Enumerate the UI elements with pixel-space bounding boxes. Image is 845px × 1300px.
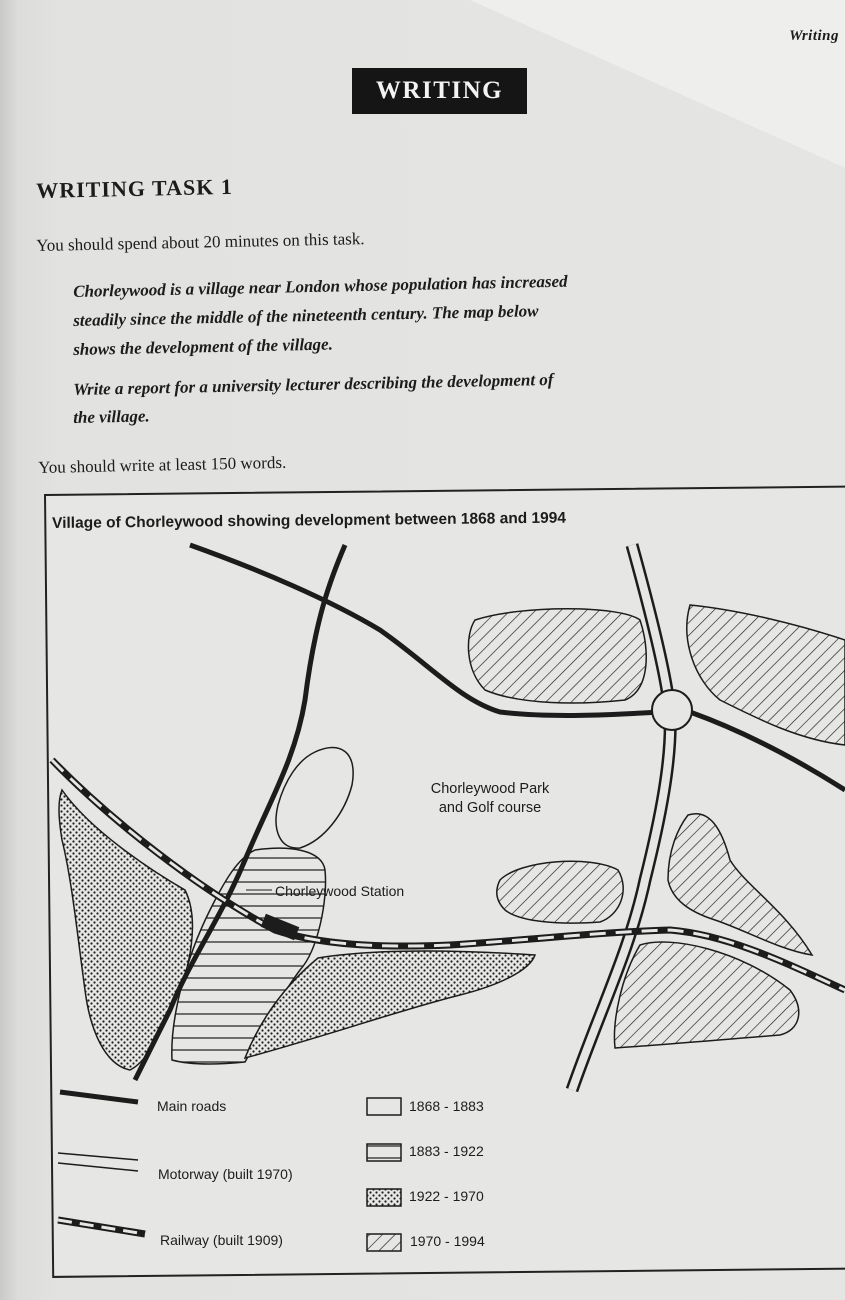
instruction-line: the village. (73, 406, 150, 427)
legend-motorway-swatch (58, 1163, 138, 1171)
legend-swatch-1970-1994 (367, 1234, 401, 1251)
legend-railway-swatch (58, 1220, 145, 1234)
legend-swatch-1922-1970 (367, 1189, 401, 1206)
prompt-line: Chorleywood is a village near London whose population has increased (73, 271, 568, 301)
task-heading: WRITING TASK 1 (36, 173, 234, 203)
area-1970-1994 (468, 609, 646, 703)
legend-period: 1868 - 1883 (409, 1098, 484, 1114)
legend-main-roads: Main roads (157, 1098, 227, 1114)
prompt-line: steadily since the middle of the nineteenth century. The map below (73, 301, 539, 330)
legend-motorway-swatch (58, 1153, 138, 1160)
word-count-instruction: You should write at least 150 words. (38, 452, 287, 477)
instruction-line: Write a report for a university lecturer describing the development of (73, 369, 554, 399)
legend-period: 1922 - 1970 (409, 1188, 484, 1204)
area-1970-1994 (497, 861, 623, 923)
legend-swatch-1868-1883 (367, 1098, 401, 1115)
time-instruction: You should spend about 20 minutes on this task. (36, 229, 365, 255)
roundabout (652, 690, 692, 730)
park-label-line: Chorleywood Park (430, 781, 550, 797)
legend-swatch-1883-1922 (367, 1144, 401, 1161)
legend-motorway: Motorway (built 1970) (158, 1166, 293, 1182)
area-1970-1994 (687, 605, 845, 745)
running-head: Writing (789, 28, 839, 44)
legend-period: 1970 - 1994 (410, 1233, 485, 1249)
station-label: Chorleywood Station (275, 883, 405, 899)
prompt-line: shows the development of the village. (73, 334, 334, 359)
map-title: Village of Chorleywood showing development between 1868 and 1994 (52, 509, 567, 532)
legend-period: 1883 - 1922 (409, 1143, 484, 1159)
legend-main-roads-swatch (60, 1092, 138, 1102)
section-banner: WRITING (352, 68, 527, 114)
park-label (410, 780, 570, 818)
legend-railway: Railway (built 1909) (160, 1232, 283, 1248)
park-label-line: and Golf course (438, 800, 542, 816)
